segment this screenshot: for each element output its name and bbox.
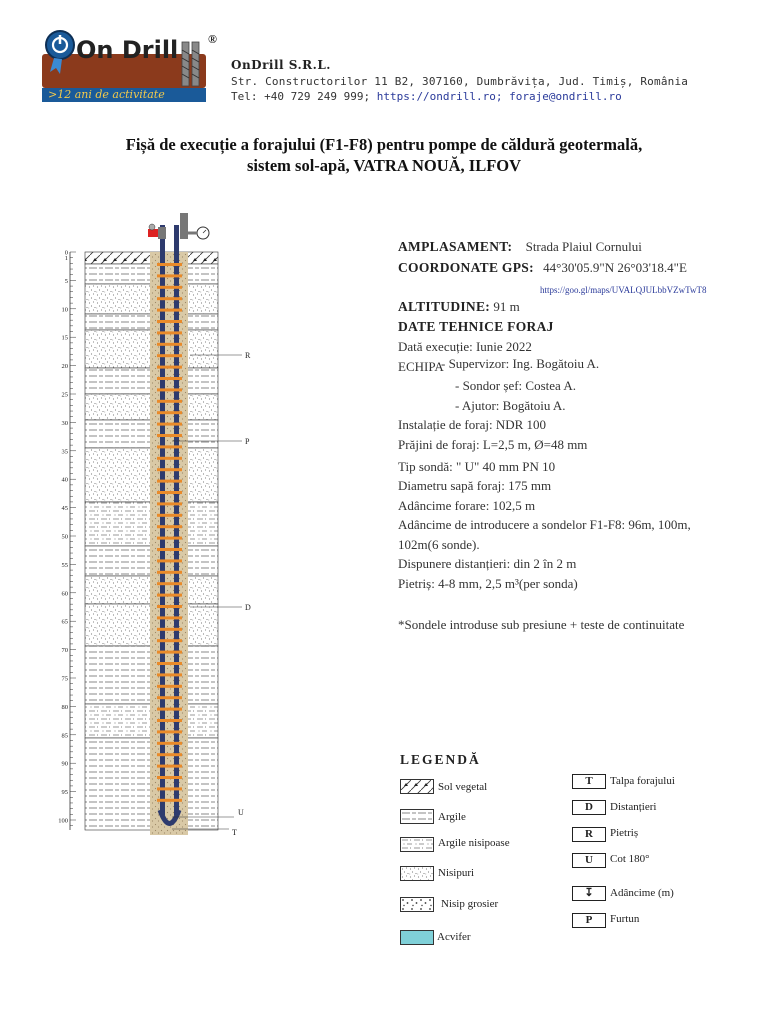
spacer-mark xyxy=(157,708,182,711)
spacer-mark xyxy=(157,491,182,494)
ruler-tick-label: 40 xyxy=(61,476,68,484)
legend-label-coarse-sand: Nisip grosier xyxy=(441,898,499,910)
spacer-mark xyxy=(157,628,182,631)
ruler-tick-label: 45 xyxy=(61,505,68,513)
altitudine-value: 91 m xyxy=(493,299,520,314)
ruler-tick-label: 100 xyxy=(58,817,68,825)
borehole-diagram xyxy=(40,205,270,845)
marker-p-label: P xyxy=(245,437,250,446)
ruler-tick-label: 1 xyxy=(64,255,68,263)
legend-label-clay: Argile xyxy=(438,811,466,823)
document-title-line1: Fișă de execuție a forajului (F1-F8) pentru pompe de căldură geotermală, xyxy=(125,135,643,154)
spacer-mark xyxy=(157,559,182,562)
marker-t-label: T xyxy=(232,828,237,837)
legend-swatch-sand xyxy=(400,866,434,881)
ruler-tick-label: 75 xyxy=(61,675,68,683)
gps-row xyxy=(398,260,687,276)
legend-label-aquifer: Acvifer xyxy=(437,931,471,943)
legend-symbol-r-label: Pietriș xyxy=(610,827,639,839)
ruler-tick-label: 5 xyxy=(64,277,68,285)
legend-symbol-t: T xyxy=(572,774,606,789)
echipa-sondor: - Sondor șef: Costea A. xyxy=(455,378,576,393)
altitudine-label: ALTITUDINE: xyxy=(398,299,491,314)
spacer-mark xyxy=(157,571,182,574)
spacer-mark xyxy=(157,514,182,517)
legend-symbol-d-label: Distanțieri xyxy=(610,801,657,813)
legend-label-sand: Nisipuri xyxy=(438,867,475,879)
echipa-supervizor: - Supervizor: Ing. Bogătoiu A. xyxy=(441,356,600,371)
adancime-introducere-line1: Adâncime de introducere a sondelor F1-F8: 96m, 100m, xyxy=(398,517,691,532)
company-email-link[interactable]: foraje@ondrill.ro xyxy=(509,90,622,103)
legend-symbol-r: R xyxy=(572,827,606,842)
legend-swatch-topsoil xyxy=(400,779,434,794)
spacer-mark xyxy=(157,434,182,437)
legend-symbol-p-label: Furtun xyxy=(610,913,640,925)
ruler-tick-label: 60 xyxy=(61,590,68,598)
amplasament-value: Strada Plaiul Cornului xyxy=(525,239,642,254)
spacer-mark xyxy=(157,286,182,289)
ruler-tick-label: 15 xyxy=(61,334,68,342)
spacer-mark xyxy=(157,366,182,369)
legend-symbol-t-label: Talpa forajului xyxy=(610,775,675,787)
ruler-tick-label: 90 xyxy=(61,760,68,768)
ruler-tick-label: 10 xyxy=(61,306,68,314)
spacer-mark xyxy=(157,297,182,300)
spacer-mark xyxy=(157,799,182,802)
spacer-mark xyxy=(157,525,182,528)
ruler-tick-label: 95 xyxy=(61,789,68,797)
logo-registered-mark: ® xyxy=(208,32,217,46)
spacer-mark xyxy=(157,765,182,768)
pietris-info: Pietriș: 4-8 mm, 2,5 m³(per sonda) xyxy=(398,576,578,591)
spacer-mark xyxy=(157,480,182,483)
spacer-mark xyxy=(157,263,182,266)
spacer-mark xyxy=(157,605,182,608)
spacer-mark xyxy=(157,400,182,403)
amplasament-label: AMPLASAMENT: xyxy=(398,239,513,254)
spacer-mark xyxy=(157,685,182,688)
marker-d-label: D xyxy=(245,603,251,612)
spacer-mark xyxy=(157,411,182,414)
spacer-mark xyxy=(157,320,182,323)
ruler-tick-label: 85 xyxy=(61,732,68,740)
spacer-mark xyxy=(157,388,182,391)
spacer-mark xyxy=(157,468,182,471)
ruler-tick-label: 30 xyxy=(61,419,68,427)
spacer-mark xyxy=(157,331,182,334)
nota-sonde: *Sondele introduse sub presiune + teste de continuitate xyxy=(398,617,685,632)
legend-symbol-depth-icon: ↧ xyxy=(572,886,606,901)
gps-value: 44°30'05.9"N 26°03'18.4"E xyxy=(543,260,687,275)
depth-ruler xyxy=(58,250,76,831)
ruler-tick-label: 55 xyxy=(61,561,68,569)
document-title-line2: sistem sol-apă, VATRA NOUĂ, ILFOV xyxy=(246,156,522,175)
document-title xyxy=(0,134,768,176)
ruler-tick-label: 50 xyxy=(61,533,68,541)
spacer-mark xyxy=(157,696,182,699)
logo-tagline: >12 ani de activitate xyxy=(48,88,165,101)
ruler-tick-label: 80 xyxy=(61,703,68,711)
legend-swatch-clay xyxy=(400,809,434,824)
spacer-mark xyxy=(157,343,182,346)
legend-swatch-sandy-clay xyxy=(400,837,434,852)
ruler-tick-label: 0 xyxy=(64,249,68,257)
echipa-label: ECHIPA xyxy=(398,359,444,374)
gps-map-link[interactable]: https://goo.gl/maps/UVALQJULbbVZwTwT8 xyxy=(540,285,707,295)
data-executie: Dată execuție: Iunie 2022 xyxy=(398,339,532,354)
ruler-tick-label: 25 xyxy=(61,391,68,399)
spacer-mark xyxy=(157,742,182,745)
logo-text: On Drill xyxy=(76,36,179,64)
prajini-foraj: Prăjini de foraj: L=2,5 m, Ø=48 mm xyxy=(398,437,588,452)
altitudine-row xyxy=(398,299,520,315)
company-logo xyxy=(40,28,222,104)
spacer-mark xyxy=(157,537,182,540)
spacer-mark xyxy=(157,354,182,357)
dispunere-distantieri: Dispunere distanțieri: din 2 în 2 m xyxy=(398,556,577,571)
legend-symbol-u: U xyxy=(572,853,606,868)
echipa-ajutor: - Ajutor: Bogătoiu A. xyxy=(455,398,566,413)
spacer-mark xyxy=(157,594,182,597)
ruler-tick-label: 35 xyxy=(61,448,68,456)
gravel-fill xyxy=(150,252,188,835)
marker-u-label: U xyxy=(238,808,244,817)
company-website-link[interactable]: https://ondrill.ro; xyxy=(376,90,503,103)
spacer-mark xyxy=(157,548,182,551)
spacer-mark xyxy=(157,673,182,676)
marker-r-label: R xyxy=(245,351,251,360)
legend-symbol-u-label: Cot 180° xyxy=(610,853,650,865)
spacer-mark xyxy=(157,616,182,619)
date-tehnice-heading: DATE TEHNICE FORAJ xyxy=(398,319,554,334)
gps-label: COORDONATE GPS: xyxy=(398,260,534,275)
legend-symbol-d: D xyxy=(572,800,606,815)
spacer-mark xyxy=(157,753,182,756)
company-phone: Tel: +40 729 249 999; xyxy=(231,90,371,103)
ruler-tick-label: 65 xyxy=(61,618,68,626)
legend-symbol-p: P xyxy=(572,913,606,928)
legend-label-topsoil: Sol vegetal xyxy=(438,781,488,793)
legend-symbol-depth-label: Adâncime (m) xyxy=(610,887,674,899)
spacer-mark xyxy=(157,423,182,426)
tip-sonda: Tip sondă: " U" 40 mm PN 10 xyxy=(398,459,556,474)
spacer-mark xyxy=(157,787,182,790)
spacer-mark xyxy=(157,274,182,277)
company-name: OnDrill S.R.L. xyxy=(231,58,331,72)
legend-title: LEGENDĂ xyxy=(400,752,481,767)
spacer-mark xyxy=(157,719,182,722)
amplasament-row xyxy=(398,239,642,255)
spacer-mark xyxy=(157,639,182,642)
spacer-mark xyxy=(157,502,182,505)
diametru-sapa: Diametru sapă foraj: 175 mm xyxy=(398,478,552,493)
spacer-mark xyxy=(157,309,182,312)
legend-swatch-coarse-sand xyxy=(400,897,434,912)
adancime-introducere-line2: 102m(6 sonde). xyxy=(398,537,480,552)
spacer-mark xyxy=(157,776,182,779)
ruler-tick-label: 20 xyxy=(61,363,68,371)
spacer-mark xyxy=(157,377,182,380)
adancime-forare: Adâncime forare: 102,5 m xyxy=(398,498,536,513)
spacer-mark xyxy=(157,662,182,665)
spacer-mark xyxy=(157,445,182,448)
legend-swatch-aquifer xyxy=(400,930,434,945)
instalatie-foraj: Instalație de foraj: NDR 100 xyxy=(398,417,547,432)
spacer-mark xyxy=(157,582,182,585)
company-address: Str. Constructorilor 11 B2, 307160, Dumbrăvița, Jud. Timiș, România xyxy=(231,75,689,88)
spacer-mark xyxy=(157,730,182,733)
spacer-mark xyxy=(157,457,182,460)
company-contact xyxy=(231,90,622,103)
legend-label-sandy-clay: Argile nisipoase xyxy=(438,837,510,849)
spacer-mark xyxy=(157,651,182,654)
ruler-tick-label: 70 xyxy=(61,647,68,655)
